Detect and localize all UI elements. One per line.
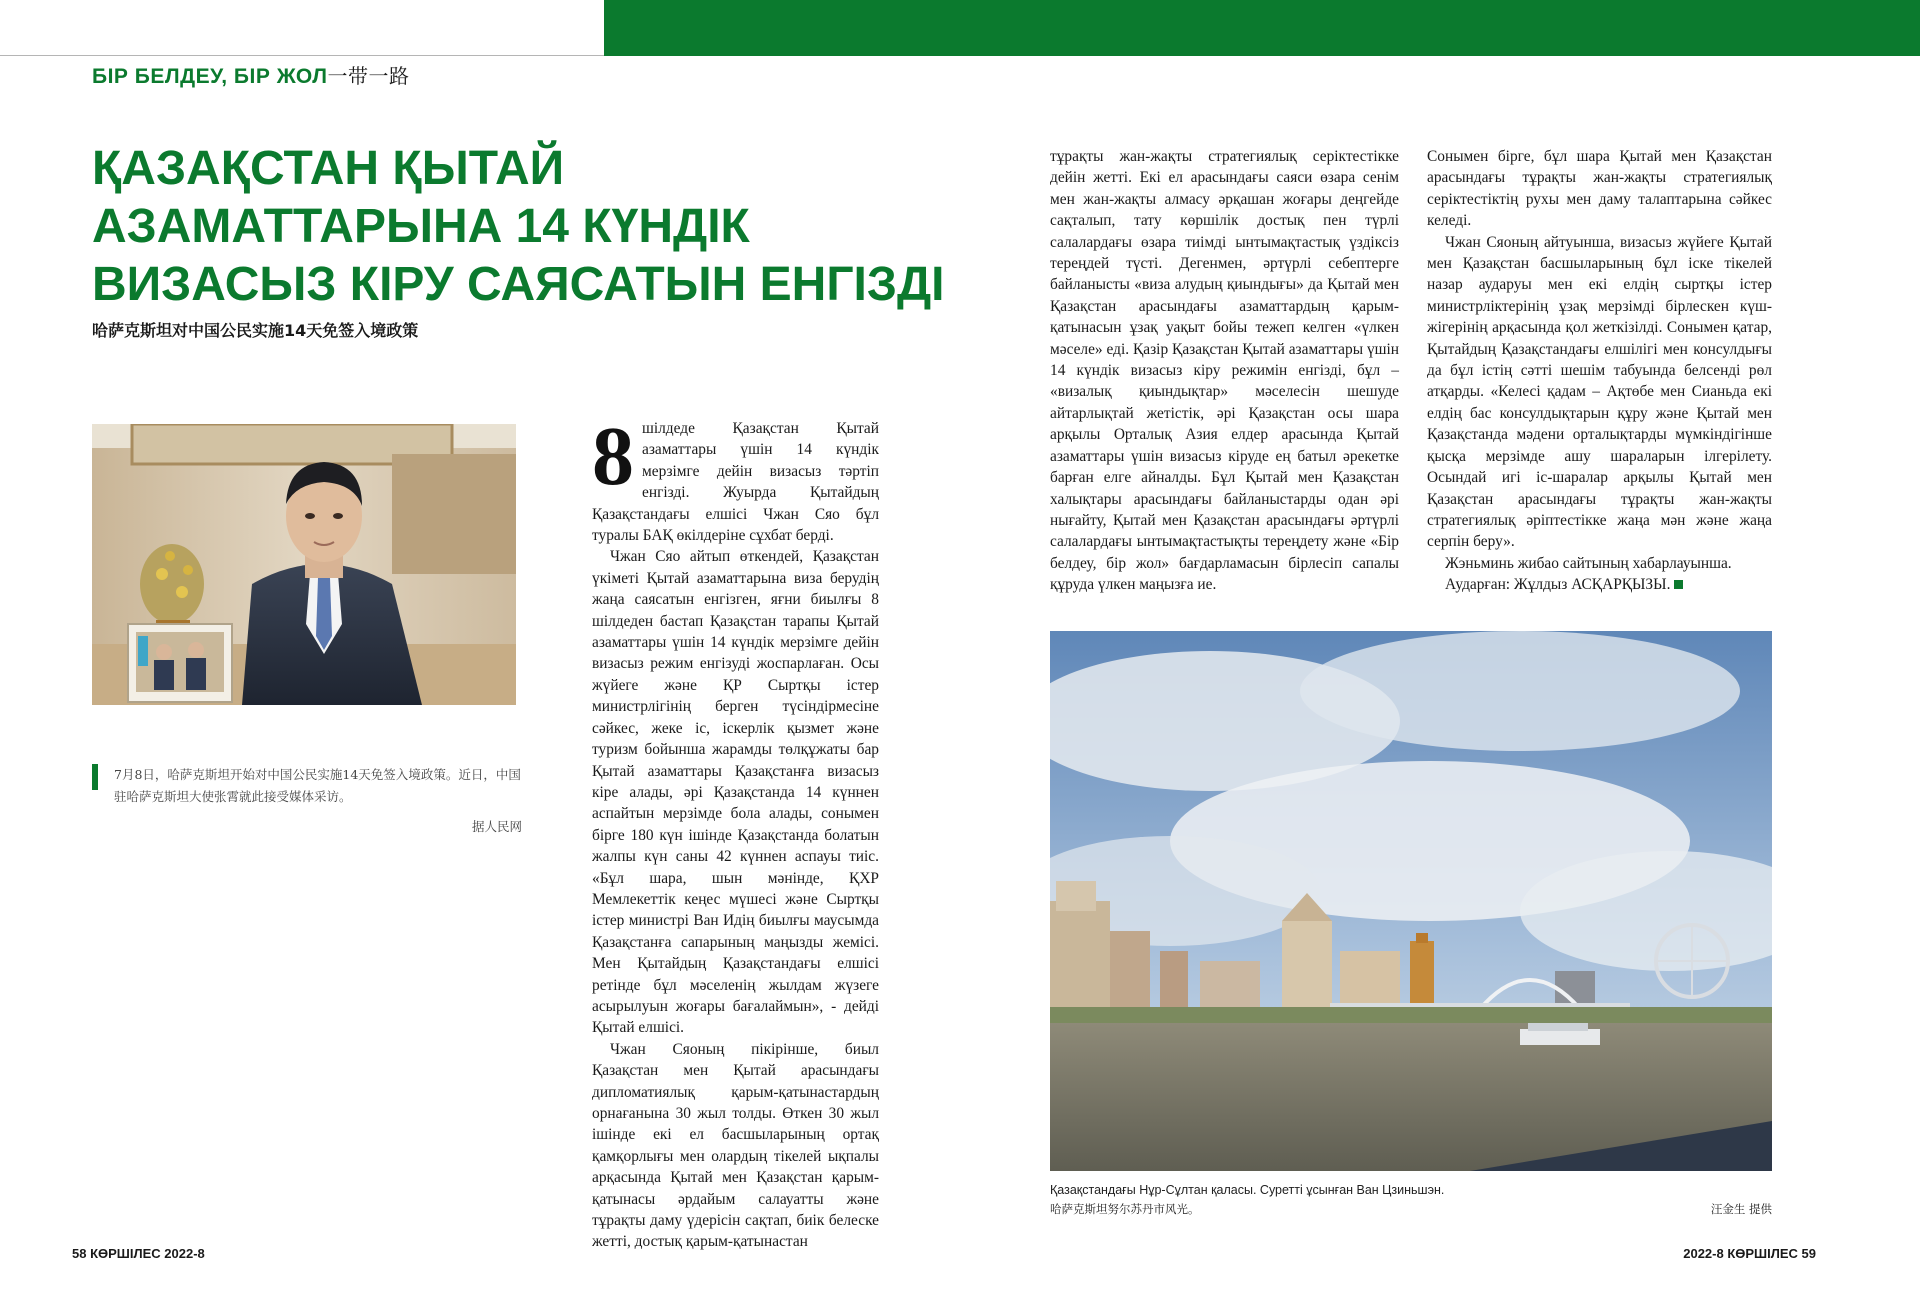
folio-left — [72, 1246, 205, 1261]
translator-text: Аударған: Жұлдыз АСҚАРҚЫЗЫ. — [1445, 576, 1671, 594]
section-label — [92, 60, 409, 89]
dropcap: 8 — [592, 410, 634, 503]
article-column-2 — [1050, 146, 1399, 596]
ambassador-caption-source: 据人民网 — [471, 819, 522, 834]
article-paragraph: Чжан Сяоның пікірінше, биыл Қазақстан мен Қытай арасындағы дипломатиялық қарым-қатынастардың орнағанына 30 жыл толды. Өткен 30 жыл ішінде екі ел басшыларының ортақ қамқорлығы мен олардың тікелей ықпалы арқасында Қытай мен Қазақстан қарым-қатынасы әрдайым салауатты және тұрақты даму үдерісін сақтап, биік белеске жетті, достық қарым-қатынастан — [592, 1040, 879, 1251]
folio-right — [1683, 1246, 1816, 1261]
city-photo-illustration — [1050, 631, 1772, 1171]
page-number-left: 58 — [72, 1246, 87, 1261]
city-photo-credit: 汪金生 提供 — [1710, 1202, 1772, 1216]
ambassador-photo-caption — [92, 764, 522, 838]
section-label-cn: 一带一路 — [327, 66, 410, 88]
section-label-kz: БІР БЕЛДЕУ, БІР ЖОЛ — [92, 65, 328, 88]
article-headline — [92, 140, 945, 314]
article-subtitle-cn: 哈萨克斯坦对中国公民实施14天免签入境政策 — [92, 321, 419, 340]
ambassador-caption-text: 7月8日，哈萨克斯坦开始对中国公民实施14天免签入境政策。近日，中国驻哈萨克斯坦大使张霄就此接受媒体采访。 — [114, 767, 521, 804]
page-number-right: 59 — [1801, 1246, 1816, 1261]
article-column-1 — [592, 410, 879, 1253]
article-paragraph: тұрақты жан-жақты стратегиялық серіктестікке дейін жетті. Екі ел арасындағы саяси өзара сенім мен жан-жақты алмасу әрқашан жоғары деңгейде сақталып, тату көршілік достық пен түрлі салалардағы өзара тиімді ынтымақтастық үздіксіз тереңдей түсті. Дегенмен, әртүрлі себептерге байланысты «виза алудың қиындығы» да Қытай мен Қазақстан арасындағы азаматтардың қарым-қатынасын ұзақ уақыт бойы тежеп келген «үлкен мәселе» еді. Қазір Қазақстан Қытай азаматтары үшін 14 күндік визасыз кіру режимін енгізді, бұл – «визалық қиындықтар» мәселесін шешуде айтарлықтай жетістік, әрі Қазақстан осы шара арқылы Орталық Азия елдер арасында Қытай азаматтары үшін визасыз кіруде ең батыл әрекетке барған елге айналды. Бұл Қытай мен Қазақстан халықтары арасындағы байланыстарды одан әрі нығайту, Қытай мен Қазақстан арасындағы әртүрлі салалардағы ынтымақтастықты тереңдету және «Бір белдеу, бір жол» бағдарламасын бірлесіп сапалы құруда үлкен маңызға ие. — [1050, 148, 1399, 594]
end-mark-icon — [1674, 580, 1683, 589]
headline-line: АЗАМАТТАРЫНА 14 КҮНДІК — [92, 200, 750, 253]
article-paragraph: Сонымен бірге, бұл шара Қытай мен Қазақстан арасындағы тұрақты жан-жақты стратегиялық серіктестіктің рухы мен даму талаптарына сәйкес келеді. — [1427, 148, 1772, 230]
header-green-bar — [604, 0, 1920, 56]
city-caption-kz: Қазақстандағы Нұр-Сұлтан қаласы. Суретті ұсынған Ван Цзиньшэн. — [1050, 1183, 1445, 1197]
article-column-3 — [1427, 146, 1772, 596]
city-photo-caption — [1050, 1181, 1772, 1219]
article-source-note: Жэньминь жибао сайтының хабарлауынша. — [1445, 554, 1732, 572]
paragraph-text: шілдеде Қазақстан Қытай азаматтары үшін 14 күндік мерзімге дейін визасыз тәртіп енгізді. Жуырда Қытайдың Қазақстандағы елшісі Чжан Сяо бұл туралы БАҚ өкілдеріне сұхбат берді. — [592, 420, 879, 545]
article-paragraph: Чжан Сяо айтып өткендей, Қазақстан үкіметі Қытай азаматтарына виза берудің жаңа саясатын енгізген, яғни биылғы 8 шілдеден бастап Қазақстан тарапы Қытай азаматтары үшін 14 күндік мерзімге дейін визасыз режим енгізуді жоспарлаған. Осы жүйеге және ҚР Сыртқы істер министрлігінің берген түсіндірмесіне сәйкес, жеке іс, іскерлік қызмет және туризм бойынша жарамды төлқұжаты бар Қытай азаматтары Қазақстанға визасыз кіре алады, әрі Қазақстанда 14 күннен аспайтын мерзімде бола алады, сонымен бірге 180 күн ішінде Қазақстанда болатын жалпы күн саны 42 күннен аспауы тиіс. «Бұл шара, шын мәнінде, ҚХР Мемлекеттік кеңес мүшесі және Сыртқы істер министрі Ван Идің биылғы маусымда Қазақстанға сапарының маңызды жемісі. Мен Қытайдың Қазақстандағы елшісі ретінде бұл мәселенің жылдам жүзеге асырылуын жоғары бағалаймын», - дейді Қытай елшісі. — [592, 548, 879, 1037]
magazine-name-left: КӨРШІЛЕС 2022-8 — [90, 1246, 205, 1261]
headline-line: ВИЗАСЫЗ КІРУ САЯСАТЫН ЕНГІЗДІ — [92, 258, 945, 311]
city-caption-cn: 哈萨克斯坦努尔苏丹市风光。 — [1050, 1202, 1200, 1216]
article-paragraph: Чжан Сяоның айтуынша, визасыз жүйеге Қытай мен Қазақстан басшыларының бұл іске тікелей назар аударуы мен екі елдің сыртқы істер министрліктерінің ұзақ мерзімді бірлескен күш-жігерінің арқасында қол жеткізілді. Сонымен қатар, Қытайдың Қазақстандағы елшілігі мен консулдығы да бұл істің сәтті шешім табуында белсенді рөл атқарды. «Келесі қадам – Ақтөбе мен Сианьда екі елдің бас консулдықтарын құру және Қытай мен Қазақстанда мәдени орталықтарды мүмкіндігінше қысқа мерзімде ашу шараларын ілгерілету. Осындай игі іс-шаралар арқылы Қытай мен Қазақстан арасындағы тұрақты жан-жақты стратегиялық әріптестікке жаңа мән және жаңа серпін беру». — [1427, 233, 1772, 551]
header-rule — [0, 55, 604, 56]
city-photo — [1050, 631, 1772, 1171]
article-translator — [1427, 574, 1772, 595]
magazine-name-right: 2022-8 КӨРШІЛЕС — [1683, 1246, 1798, 1261]
headline-line: ҚАЗАҚСТАН ҚЫТАЙ — [92, 142, 565, 195]
ambassador-photo-illustration — [92, 424, 516, 705]
article-paragraph — [592, 410, 879, 546]
ambassador-photo — [92, 424, 516, 705]
